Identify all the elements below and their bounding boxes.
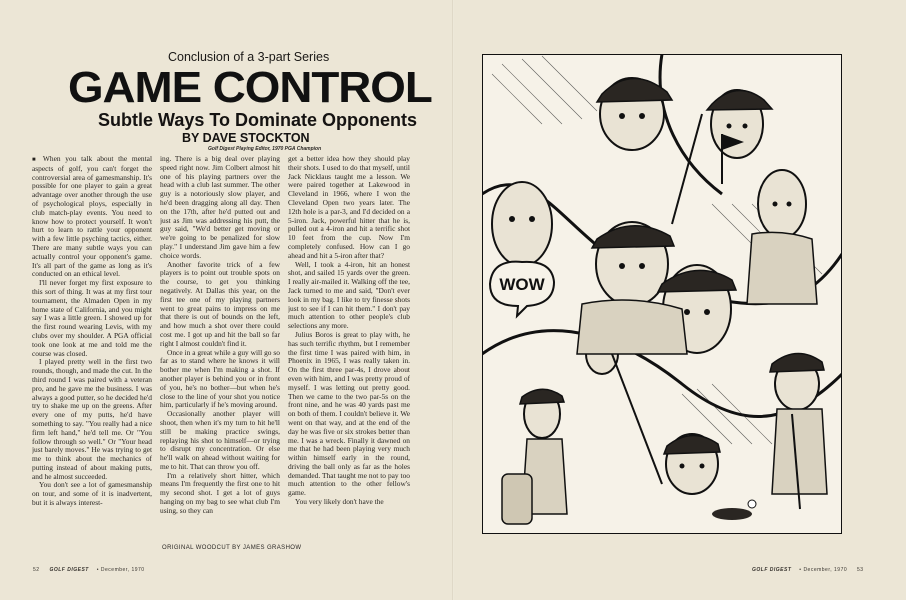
issue-date: December, 1970 (803, 567, 848, 573)
publication-name: GOLF DIGEST (752, 567, 792, 573)
paragraph: You very likely don't have the (295, 497, 384, 507)
text-column-1 (32, 155, 152, 537)
paragraph: ■ When you talk about the mental aspects of golf, you can't forget the controversial area of gamesmanship. It's possible for one player to gain a great advantage over another through the use of psychological ploys, especially in club match-play events. You need to know how to protect yourself. It won't hurt to learn to rattle your opponent with a few little psyching tactics, either. There are many subtle ways you can actually control your opponent's game. It's all part of the game as long as it's conducted on an ethical level. (32, 155, 152, 279)
text-column-2 (160, 155, 280, 537)
author-credit: Golf Digest Playing Editor, 1970 PGA Champion (208, 146, 322, 152)
text-column-3 (288, 155, 410, 537)
paragraph: You don't see a lot of gamesmanship on tour, and some of it is inadvertent, but it is always interest- (32, 480, 152, 508)
page-number: 52 (33, 567, 40, 573)
publication-name: GOLF DIGEST (49, 567, 89, 573)
page-gutter (452, 0, 454, 600)
left-folio (33, 567, 145, 573)
paragraph: Occasionally another player will shoot, then when it's my turn to hit he'll still be making practice swings, replaying his shot to himself—or trying to disrupt my concentration. Or else he'll walk on ahead without waiting for me to hit. That can throw you off. (160, 409, 280, 471)
series-label: Conclusion of a 3-part Series (168, 50, 330, 64)
paragraph: Julius Boros is great to play with, he has such terrific rhythm, but I remember the first time I was paired with him, in Phoenix in 1965, I was really taken in. On the first three par-4s, I drove about even with him, and I was pretty proud of myself. I was letting out pretty good. Then we came to the two par-5s on the front nine, and he was 40 yards past me on both of them. I couldn't believe it. We went on that way, and at the end of the day he was five or six strokes better than me. I was a wreck. Finally it dawned on me that he had been playing very much within himself early in the round, driving the ball only as far as the holes demanded. That taught me not to pay too much attention to the other fellow's game. (288, 329, 410, 498)
issue-date: December, 1970 (100, 567, 145, 573)
folio-separator: • (799, 567, 802, 573)
illustration-credit: ORIGINAL WOODCUT BY JAMES GRASHOW (162, 545, 302, 551)
paragraph: ing. There is a big deal over playing speed right now. Jim Colbert almost hit one of his playing partners over the head with a club last summer. The other guy is a notoriously slow player, and he'd been dragging along all day. Then on the 17th, after he'd putted out and just as Jim was addressing his putt, the guy said, "We'd better get moving or we're going to be penalized for slow play." I understand Jim gave him a few choice words. (160, 155, 280, 260)
byline: BY DAVE STOCKTON (182, 131, 310, 145)
right-folio (752, 567, 864, 573)
wow-text: WOW (499, 275, 545, 294)
paragraph: get a better idea how they should play their shots. I used to do that myself, until Jack Nicklaus taught me a lesson. We were paired together at Lakewood in Cleveland in 1966, where I won the Cleveland Open two years later. The 12th hole is a par-3, and I'd decided on a 5-iron. Jack, powerful hitter that he is, pulled out a 4-iron and hit a terrific shot 10 feet from the cup. Now I'm completely confused. How can I go ahead and hit a 5-iron after that? (288, 155, 410, 260)
paragraph: Once in a great while a guy will go so far as to stand where he knows it will bother me when I'm making a shot. If another player is behind you or in front of you, he's no bother—but when he's close to the line of your shot you notice him, particularly if he's moving around. (160, 347, 280, 410)
paragraph: I'll never forget my first exposure to this sort of thing. It was at my first tour tournament, the Almaden Open in my home state of California, and you might say I was a little green. I showed up for the first round wearing Levis, with my clubs over my shoulder. A PGA official took one look at me and told me the course was closed. (32, 278, 152, 358)
woodcut-illustration (482, 54, 842, 534)
article-subtitle: Subtle Ways To Dominate Opponents (98, 110, 418, 130)
folio-separator: • (96, 567, 99, 573)
paragraph: I played pretty well in the first two rounds, though, and made the cut. In the third round I was paired with a veteran pro, and he gave me the business. I was always a good putter, so he decided he'd try to shake me up on the greens. After every one of my putts, he'd have something to say. "You really had a nice firm left hand," he'd tell me. Or "You follow through so well." Or "Your head just barely moves." He was trying to get me to think about the mechanics of putting instead of about making putts, and he almost succeeded. (32, 357, 152, 481)
paragraph: Well, I took a 4-iron, hit an honest shot, and sailed 15 yards over the green. I really air-mailed it. Walking off the tee, Jack turned to me and said, "Don't ever look in my bag. I like to try finesse shots just to see if I can hit them." I don't pay much attention to other people's club selections any more. (288, 259, 410, 331)
paragraph: Another favorite trick of a few players is to point out trouble spots on the course, to get you thinking negatively. At Dallas this year, on the first tee one of my playing partners went to great pains to impress on me that there is out of bounds on the left, and how much a shot over there could cost me. I got up and hit the ball so far right I almost couldn't find it. (160, 259, 280, 348)
article-title: GAME CONTROL (68, 63, 432, 112)
paragraph: I'm a relatively short hitter, which means I'm frequently the first one to hit my second shot. I get a lot of guys hanging on my bag to see what club I'm using, so they can (160, 470, 280, 515)
page-number: 53 (857, 567, 864, 573)
